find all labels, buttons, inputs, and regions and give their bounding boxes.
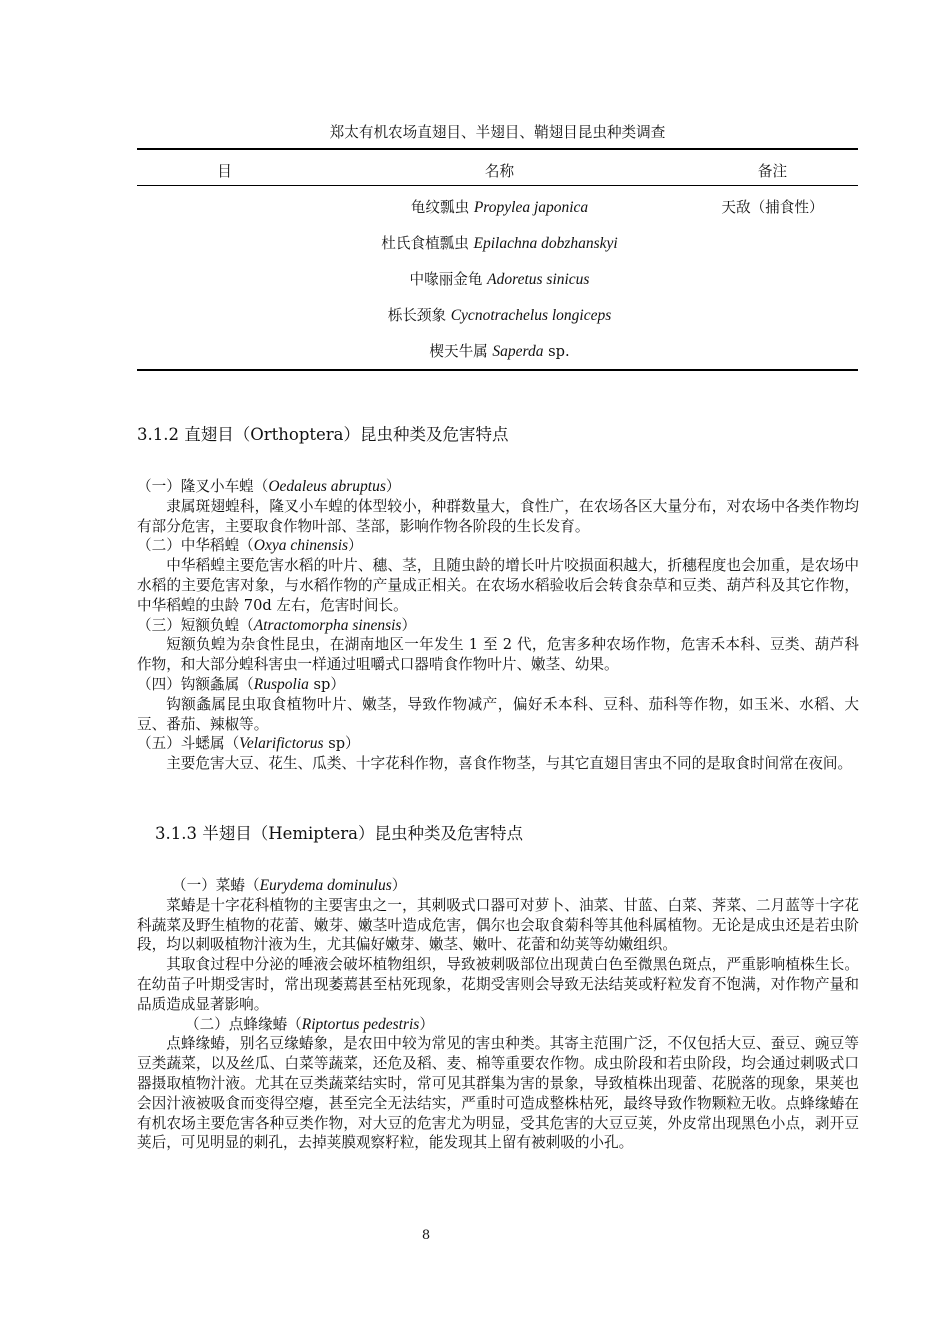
cell-name — [312, 232, 687, 252]
section-313-body — [137, 876, 859, 1153]
cell-note — [687, 340, 858, 360]
cell-note: 天敌（捕食性） — [721, 199, 824, 216]
cn-name: 栎长颈象 — [387, 307, 447, 324]
latin-name: Propylea japonica — [473, 199, 589, 216]
title-tail: sp） — [308, 675, 345, 693]
paragraph: 菜蝽是十字花科植物的主要害虫之一，其刺吸式口器可对萝卜、油菜、甘蓝、白菜、荠菜、二月蓝等十字花科蔬菜及野生植物的花蕾、嫩芽、嫩茎叶造成危害，偶尔也会取食菊科等其他科属植物。无论是成虫还是若虫阶段，均以刺吸植物汁液为生，尤其偏好嫩芽、嫩茎、嫩叶、花蕾和幼荚等幼嫩组织。 — [137, 896, 859, 954]
cell-name — [312, 268, 687, 288]
latin-name: Epilachna dobzhanskyi — [473, 235, 618, 252]
latin-name: Ruspolia — [253, 675, 309, 693]
title-tail: ） — [385, 478, 401, 495]
title-text: （一）菜蝽（ — [172, 877, 260, 894]
cell-order — [137, 268, 312, 288]
title-tail: ） — [419, 1015, 434, 1033]
latin-name: Oedaleus abruptus — [268, 478, 386, 495]
subsection-title — [137, 734, 859, 754]
section-heading-313: 3.1.3 半翅目（Hemiptera）昆虫种类及危害特点 — [155, 824, 523, 843]
paragraph: 短额负蝗为杂食性昆虫，在湖南地区一年发生 1 至 2 代，危害多种农场作物，危害禾本科、豆类、葫芦科作物，和大部分蝗科害虫一样通过咀嚼式口器啃食作物叶片、嫩茎、幼果。 — [137, 636, 859, 674]
latin-name: Eurydema dominulus — [259, 877, 392, 894]
title-text: （五）斗蟋属（ — [137, 735, 240, 753]
title-text: （三）短额负蝗（ — [137, 616, 254, 634]
subsection-title — [137, 876, 859, 896]
table-row — [137, 232, 858, 252]
subsection-title — [137, 536, 859, 556]
paragraph: 钩额螽属昆虫取食植物叶片、嫩茎，导致作物减产，偏好禾本科、豆科、茄科等作物，如玉米、水稻、大豆、番茄、辣椒等。 — [137, 695, 859, 733]
table-row — [137, 340, 858, 360]
table-header-row — [137, 160, 858, 180]
cell-order — [137, 304, 312, 324]
title-tail: ） — [348, 537, 363, 555]
header-note: 备注 — [757, 163, 788, 180]
table-row — [137, 268, 858, 288]
header-order: 目 — [217, 163, 232, 180]
title-text: （二）点蜂缘蝽（ — [185, 1015, 302, 1033]
title-text: （一）隆叉小车蝗（ — [137, 478, 269, 495]
cell-order — [137, 340, 312, 360]
latin-name: Velarifictorus — [239, 735, 324, 753]
latin-name: Atractomorpha sinensis — [253, 616, 402, 634]
cell-order — [137, 196, 312, 216]
subsection-title — [137, 616, 859, 636]
cell-note — [687, 232, 858, 252]
title-tail: sp） — [323, 735, 360, 753]
latin-name: Adoretus sinicus — [487, 271, 590, 288]
cell-order — [137, 232, 312, 252]
latin-name: Cycnotrachelus longiceps — [450, 307, 612, 324]
cn-name: 龟纹瓢虫 — [410, 199, 470, 216]
name-suffix: sp. — [543, 343, 570, 360]
paragraph: 主要危害大豆、花生、瓜类、十字花科作物，喜食作物茎，与其它直翅目害虫不同的是取食时间常在夜间。 — [166, 755, 853, 773]
table-row — [137, 196, 858, 216]
section-heading-312: 3.1.2 直翅目（Orthoptera）昆虫种类及危害特点 — [137, 425, 509, 444]
cell-name — [312, 340, 687, 360]
cell-name — [312, 196, 687, 216]
cell-note — [687, 268, 858, 288]
cell-name — [312, 304, 687, 324]
table-bottom-rule — [137, 369, 858, 371]
latin-name: Saperda — [492, 343, 544, 360]
cn-name: 中喙丽金龟 — [409, 271, 483, 288]
cell-note — [687, 304, 858, 324]
table-row — [137, 304, 858, 324]
paragraph: 点蜂缘蝽，别名豆缘蝽象，是农田中较为常见的害虫种类。其寄主范围广泛，不仅包括大豆、蚕豆、豌豆等豆类蔬菜，以及丝瓜、白菜等蔬菜，还危及稻、麦、棉等重要农作物。成虫阶段和若虫阶段，均会通过刺吸式口器摄取植物汁液。尤其在豆类蔬菜结实时，常可见其群集为害的景象，导致植株出现蕾、花脱落的现象，果荚也会因汁液被吸食而变得空瘪，甚至完全无法结实，严重时可造成整株枯死，最终导致作物颗粒无收。点蜂缘蝽在有机农场主要危害各种豆类作物，对大豆的危害尤为明显，受其危害的大豆豆荚，外皮常出现黑色小点，剥开豆荚后，可见明显的刺孔，去掉荚膜观察籽粒，能发现其上留有被刺吸的小孔。 — [137, 1035, 859, 1152]
title-text: （二）中华稻蝗（ — [137, 537, 254, 555]
section-312-body — [137, 477, 859, 774]
latin-name: Riptortus pedestris — [301, 1015, 420, 1033]
subsection-title — [137, 1015, 859, 1035]
page-number: 8 — [421, 1228, 431, 1243]
title-tail: ） — [401, 616, 417, 634]
paragraph: 其取食过程中分泌的唾液会破坏植物组织，导致被刺吸部位出现黄白色至微黑色斑点，严重影响植株生长。在幼苗子叶期受害时，常出现萎蔫甚至枯死现象，花期受害则会导致无法结荚或籽粒发育不饱满，对作物产量和品质造成显著影响。 — [137, 956, 859, 1013]
paragraph: 中华稻蝗主要危害水稻的叶片、穗、茎，且随虫龄的增长叶片咬损面积越大，折穗程度也会加重，是农场中水稻的主要危害对象，与水稻作物的产量成正相关。在农场水稻验收后会转食杂草和豆类、葫芦科及其它作物，中华稻蝗的虫龄 70d 左右，危害时间长。 — [137, 557, 859, 614]
table-header-rule — [137, 185, 858, 186]
latin-name: Oxya chinensis — [253, 537, 349, 555]
cn-name: 楔天牛属 — [429, 343, 488, 360]
title-text: （四）钩额螽属（ — [137, 675, 254, 693]
subsection-title — [137, 477, 859, 497]
header-name: 名称 — [484, 163, 515, 180]
cn-name: 杜氏食植瓢虫 — [381, 235, 469, 252]
table-caption: 郑太有机农场直翅目、半翅目、鞘翅目昆虫种类调查 — [329, 124, 666, 141]
subsection-title — [137, 675, 859, 695]
paragraph: 隶属斑翅蝗科，隆叉小车蝗的体型较小，种群数量大，食性广，在农场各区大量分布，对农场中各类作物均有部分危害，主要取食作物叶部、茎部，影响作物各阶段的生长发育。 — [137, 497, 859, 535]
title-tail: ） — [391, 877, 407, 894]
table-top-rule — [137, 148, 858, 150]
